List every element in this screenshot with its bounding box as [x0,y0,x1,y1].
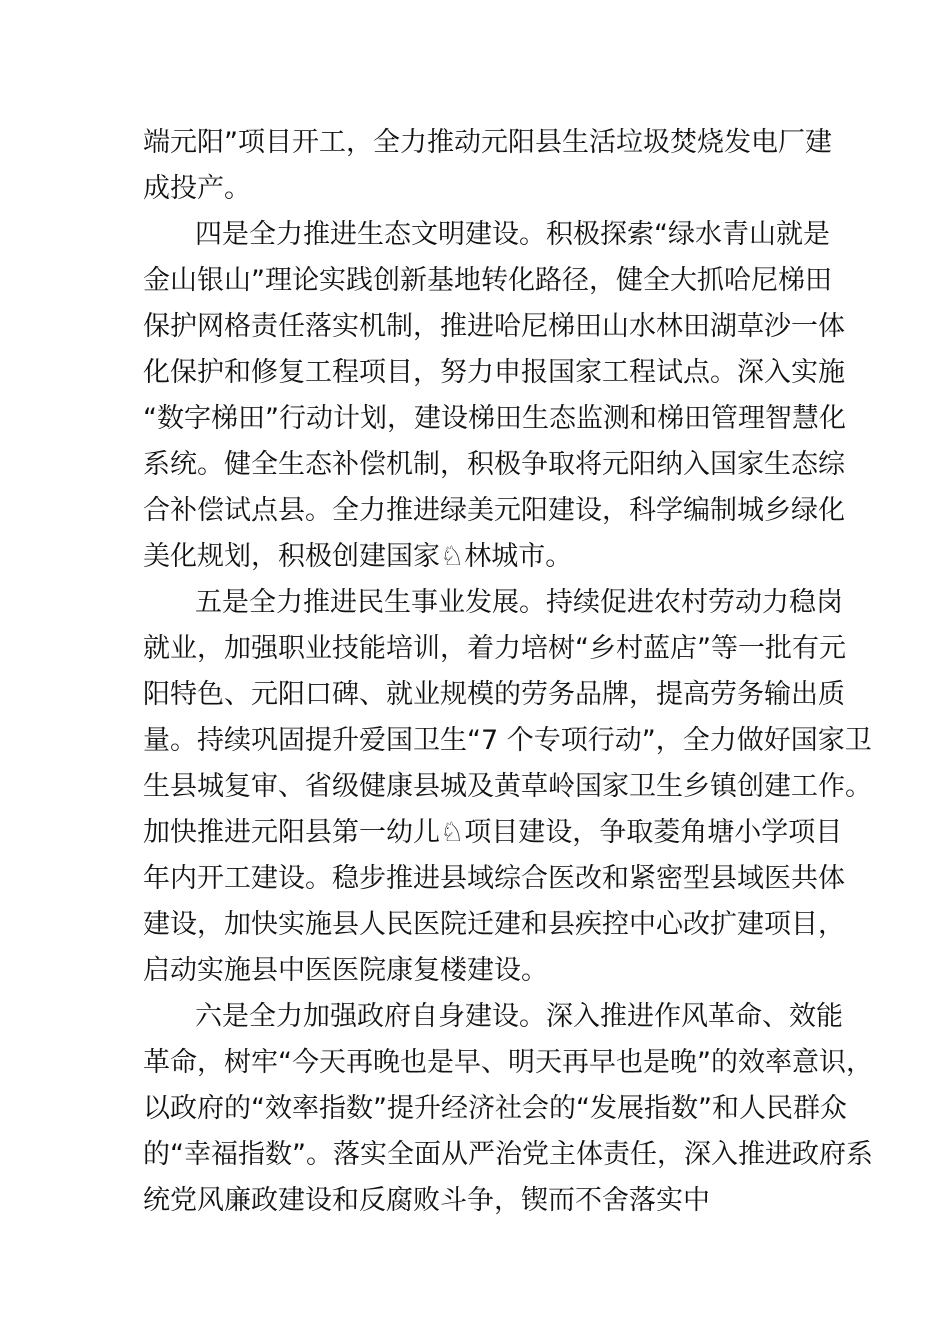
text-line-15: 生县城复审、省级健康县城及黄草岭国家卫生乡镇创建工作。 [143,771,872,802]
text-line-2: 成投产。 [143,173,251,204]
text-line-17: 年内开工建设。稳步推进县域综合医改和紧密型县域医共体 [143,863,845,894]
text-line-6: 化保护和修复工程项目，努力申报国家工程试点。深入实施 [143,357,845,388]
paragraph-6-heading-line: 六是全力加强政府自身建设。深入推进作风革命、效能 [195,1001,843,1032]
text-line-14: 量。持续巩固提升爱国卫生“7 个专项行动”，全力做好国家卫 [143,725,872,756]
text-line-19: 启动实施县中医医院康复楼建设。 [143,955,548,986]
text-line-16: 加快推进元阳县第一幼儿♘项目建设，争取菱角塘小学项目 [143,817,843,848]
text-line-8: 系统。健全生态补偿机制，积极争取将元阳纳入国家生态综 [143,449,845,480]
text-line-24: 统党风廉政建设和反腐败斗争，锲而不舍落实中 [143,1185,710,1216]
text-line-7: “数字梯田”行动计划，建设梯田生态监测和梯田管理智慧化 [143,403,846,434]
text-line-1: 端元阳”项目开工，全力推动元阳县生活垃圾焚烧发电厂建 [143,127,832,158]
text-line-21: 革命，树牢“今天再晚也是早、明天再早也是晚”的效率意识， [143,1047,873,1078]
text-line-4: 金山银山”理论实践创新基地转化路径，健全大抓哈尼梯田 [143,265,832,296]
paragraph-4-heading-line: 四是全力推进生态文明建设。积极探索“绿水青山就是 [195,219,830,250]
text-line-13: 阳特色、元阳口碑、就业规模的劳务品牌，提高劳务输出质 [143,679,845,710]
text-line-23: 的“幸福指数”。落实全面从严治党主体责任，深入推进政府系 [143,1139,873,1170]
text-line-22: 以政府的“效率指数”提升经济社会的“发展指数”和人民群众 [143,1093,847,1124]
text-line-12: 就业，加强职业技能培训，着力培树“乡村蓝店”等一批有元 [143,633,846,664]
text-line-10: 美化规划，积极创建国家♘林城市。 [143,541,573,572]
paragraph-5-heading-line: 五是全力推进民生事业发展。持续促进农村劳动力稳岗 [195,587,843,618]
text-line-5: 保护网格责任落实机制，推进哈尼梯田山水林田湖草沙一体 [143,311,845,342]
text-line-18: 建设，加快实施县人民医院迁建和县疾控中心改扩建项目， [143,909,845,940]
text-line-9: 合补偿试点县。全力推进绿美元阳建设，科学编制城乡绿化 [143,495,845,526]
